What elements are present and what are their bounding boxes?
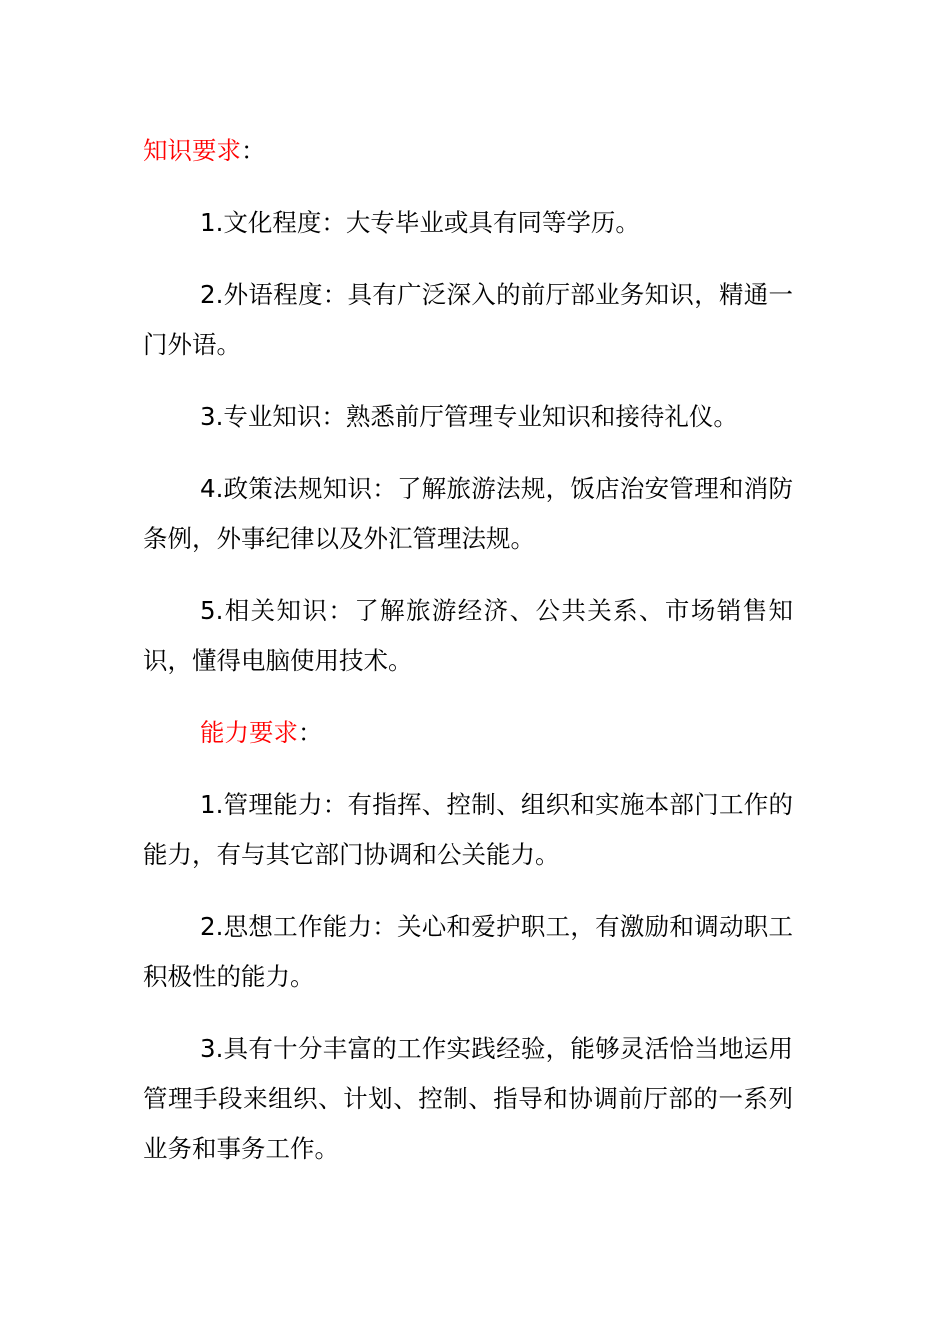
knowledge-heading-line <box>143 126 793 176</box>
knowledge-item-foreign-language: 2.外语程度：具有广泛深入的前厅部业务知识，精通一门外语。 <box>143 280 793 359</box>
document-body <box>143 126 793 1196</box>
ability-heading: 能力要求 <box>200 718 298 747</box>
ability-heading-colon: ： <box>298 718 323 747</box>
ability-item-experience: 3.具有十分丰富的工作实践经验，能够灵活恰当地运用管理手段来组织、计划、控制、指导和协调前厅部的一系列业务和事务工作。 <box>143 1034 793 1163</box>
knowledge-item-professional: 3.专业知识：熟悉前厅管理专业知识和接待礼仪。 <box>200 402 738 431</box>
knowledge-heading: 知识要求 <box>143 136 241 165</box>
knowledge-item-regulations: 4.政策法规知识：了解旅游法规，饭店治安管理和消防条例，外事纪律以及外汇管理法规。 <box>143 474 793 553</box>
ability-item-ideological: 2.思想工作能力：关心和爱护职工，有激励和调动职工积极性的能力。 <box>143 912 793 991</box>
knowledge-item-related: 5.相关知识：了解旅游经济、公共关系、市场销售知识，懂得电脑使用技术。 <box>143 596 793 675</box>
knowledge-item-education: 1.文化程度：大专毕业或具有同等学历。 <box>200 208 640 237</box>
ability-heading-line <box>143 708 793 758</box>
ability-item-management: 1.管理能力：有指挥、控制、组织和实施本部门工作的能力，有与其它部门协调和公关能力。 <box>143 790 793 869</box>
knowledge-heading-colon: ： <box>241 136 266 165</box>
